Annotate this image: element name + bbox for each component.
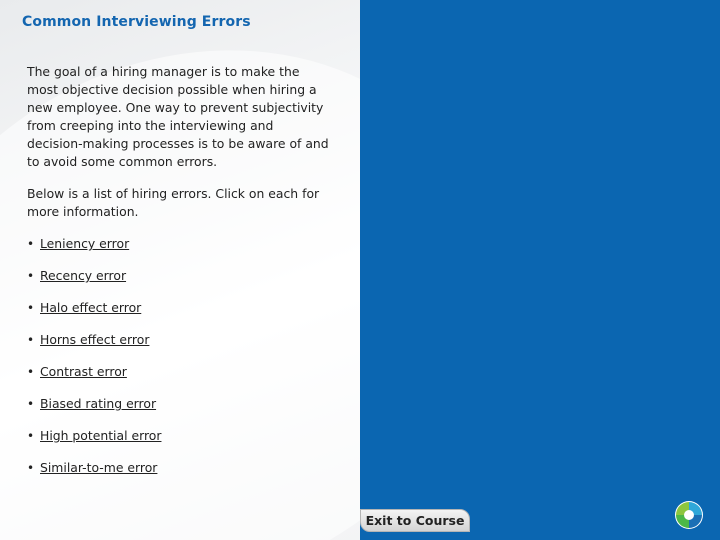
- high-potential-error-link[interactable]: High potential error: [40, 428, 162, 443]
- list-item: [27, 331, 332, 349]
- bullet-icon: •: [27, 237, 35, 251]
- similar-to-me-error-link[interactable]: Similar-to-me error: [40, 460, 158, 475]
- contrast-error-link[interactable]: Contrast error: [40, 364, 127, 379]
- biased-rating-error-link[interactable]: Biased rating error: [40, 396, 157, 411]
- bullet-icon: •: [27, 397, 35, 411]
- bullet-icon: •: [27, 429, 35, 443]
- leniency-error-link[interactable]: Leniency error: [40, 236, 130, 251]
- list-item: [27, 299, 332, 317]
- media-panel: [360, 0, 720, 540]
- halo-effect-error-link[interactable]: Halo effect error: [40, 300, 142, 315]
- hiring-errors-list: [27, 235, 332, 477]
- bullet-icon: •: [27, 333, 35, 347]
- list-item: [27, 459, 332, 477]
- list-item: [27, 427, 332, 445]
- list-item: [27, 395, 332, 413]
- bullet-icon: •: [27, 269, 35, 283]
- list-item: [27, 363, 332, 381]
- list-item: [27, 267, 332, 285]
- recency-error-link[interactable]: Recency error: [40, 268, 127, 283]
- bullet-icon: •: [27, 301, 35, 315]
- horns-effect-error-link[interactable]: Horns effect error: [40, 332, 150, 347]
- bullet-icon: •: [27, 461, 35, 475]
- company-logo-icon: [674, 500, 704, 530]
- content-body: [27, 63, 332, 491]
- instruction-paragraph: Below is a list of hiring errors. Click on each for more information.: [27, 186, 320, 219]
- exit-to-course-button[interactable]: Exit to Course: [360, 509, 470, 532]
- list-item: [27, 235, 332, 253]
- page-title: Common Interviewing Errors: [22, 14, 251, 30]
- bullet-icon: •: [27, 365, 35, 379]
- intro-paragraph: The goal of a hiring manager is to make the most objective decision possible when hiring a new employee. One way to prevent subjectivity from creeping into the interviewing and decision-making processes is to be aware of and to avoid some common errors.: [27, 64, 329, 169]
